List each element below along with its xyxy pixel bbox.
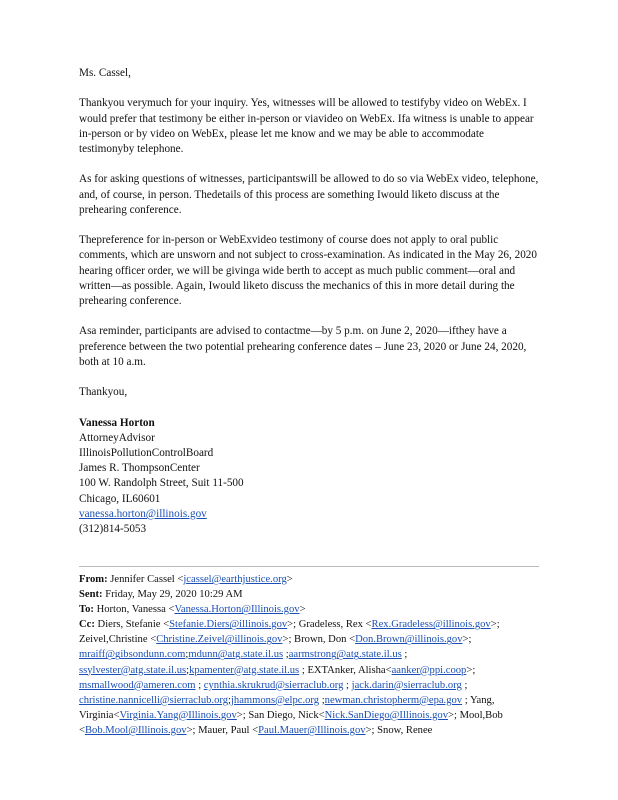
to-line [79, 602, 539, 617]
cc-email-link[interactable]: Paul.Mauer@Illinois.gov [258, 724, 366, 736]
closing: Thankyou, [79, 386, 128, 399]
cc-separator: >; [287, 619, 299, 631]
cc-separator: ; [195, 679, 204, 691]
sent-line [79, 587, 539, 602]
signature-org: IllinoisPollutionControlBoard [79, 446, 214, 459]
cc-recipient-name: EXTAnker, Alisha< [307, 664, 392, 676]
cc-separator: ; [185, 649, 189, 661]
cc-separator: ; [283, 649, 289, 661]
from-close: > [286, 574, 293, 585]
cc-email-link[interactable]: Christine.Zeivel@illinois.gov [156, 634, 283, 646]
email-header [79, 572, 539, 738]
from-label: From: [79, 574, 108, 585]
cc-email-link[interactable]: Stefanie.Diers@illinois.gov [169, 619, 288, 631]
cc-separator: >; [462, 634, 472, 646]
signature-title: AttorneyAdvisor [79, 431, 155, 444]
cc-separator: >; [186, 724, 199, 736]
signature-name: Vanessa Horton [79, 416, 155, 429]
signature-email-link[interactable]: vanessa.horton@illinois.gov [79, 507, 207, 520]
paragraph-2: As for asking questions of witnesses, participantswill be allowed to do so via WebEx video, telephone, and, of course, in person. Thedetails of this process are something Iwould liketo discuss at the prehearing conference. [79, 173, 539, 216]
cc-separator: >; [236, 709, 249, 721]
from-name: Jennifer Cassel < [110, 574, 184, 585]
cc-separator: ; [299, 664, 308, 676]
cc-email-link[interactable]: aanker@ppi.coop [391, 664, 467, 676]
cc-recipient-name: Yang, Virginia< [79, 694, 495, 721]
cc-email-link[interactable]: ssylvester@atg.state.il.us [79, 664, 187, 676]
cc-email-link[interactable]: Nick.SanDiego@Illinois.gov [324, 709, 448, 721]
to-label: To: [79, 604, 94, 616]
to-email-link[interactable]: Vanessa.Horton@Illinois.gov [174, 604, 300, 616]
to-name: Horton, Vanessa < [96, 604, 175, 616]
signature-street: 100 W. Randolph Street, Suit 11-500 [79, 477, 244, 490]
cc-email-link[interactable]: aarmstrong@atg.state.il.us [288, 649, 402, 661]
cc-email-link[interactable]: newman.christopherm@epa.gov [324, 694, 463, 706]
cc-recipient-name: Gradeless, Rex < [298, 619, 372, 631]
paragraph-3: Thepreference for in-person or WebExvideo testimony of course does not apply to oral public comments, which are unsworn and not subject to cross-examination. As indicated in the May 26, 2020 hearing officer order, we will be givinga wide berth to accept as much public comment—oral and written—as possible. Again, Iwould liketo discuss the mechanics of this in more detail during the prehearing conference. [79, 234, 537, 307]
cc-email-link[interactable]: Don.Brown@illinois.gov [355, 634, 463, 646]
signature-city: Chicago, IL60601 [79, 492, 161, 505]
signature-block [79, 416, 539, 538]
cc-separator: >; [448, 709, 460, 721]
cc-email-link[interactable]: msmallwood@ameren.com [79, 679, 196, 691]
cc-email-link[interactable]: jack.darin@sierraclub.org [351, 679, 462, 691]
cc-email-link[interactable]: christine.nannicelli@sierraclub.org [79, 694, 228, 706]
cc-separator: ; [343, 679, 352, 691]
from-line [79, 572, 539, 587]
letter-body [79, 66, 539, 537]
cc-line [79, 617, 539, 738]
cc-email-link[interactable]: Rex.Gradeless@illinois.gov [371, 619, 491, 631]
cc-recipient-name: Zeivel,Christine < [79, 634, 157, 646]
cc-separator: ; [401, 649, 408, 661]
from-email-link[interactable]: jcassel@earthjustice.org [183, 574, 287, 585]
signature-building: James R. ThompsonCenter [79, 462, 200, 475]
cc-recipient-name: San Diego, Nick< [248, 709, 325, 721]
cc-recipient-name: Mool,Bob < [79, 709, 503, 736]
cc-email-link[interactable]: Bob.Mool@Illinois.gov [84, 724, 187, 736]
cc-email-link[interactable]: kpamenter@atg.state.il.us [189, 664, 300, 676]
salutation: Ms. Cassel, [79, 67, 131, 79]
cc-email-link[interactable]: jhammons@elpc.org [230, 694, 320, 706]
cc-separator: ; [461, 679, 468, 691]
sent-value: Friday, May 29, 2020 10:29 AM [105, 589, 243, 601]
cc-separator: ; [319, 694, 325, 706]
cc-label: Cc: [79, 619, 95, 631]
cc-separator: ; [462, 694, 470, 706]
cc-separator: ; [186, 664, 190, 676]
paragraph-1: Thankyou verymuch for your inquiry. Yes, witnesses will be allowed to testifyby video on WebEx. I would prefer that testimony be either in-person or viavideo on WebEx. Ifa witness is unable to appear in-person or by video on WebEx, please let me know and we may be able to accommodate testimonyby telephone. [79, 97, 534, 155]
cc-email-link[interactable]: Virginia.Yang@Illinois.gov [119, 709, 237, 721]
to-close: > [299, 604, 306, 616]
cc-separator: >; [365, 724, 378, 736]
cc-recipient-name: Mauer, Paul < [198, 724, 259, 736]
cc-email-link[interactable]: cynthia.skrukrud@sierraclub.org [203, 679, 344, 691]
sent-label: Sent: [79, 589, 103, 601]
cc-recipient-name: Brown, Don < [294, 634, 356, 646]
signature-phone: (312)814-5053 [79, 523, 147, 535]
cc-email-link[interactable]: mraiff@gibsondunn.com [79, 649, 186, 661]
cc-recipient-name: Snow, Renee [377, 724, 433, 736]
cc-separator: >; [490, 619, 500, 631]
cc-email-link[interactable]: mdunn@atg.state.il.us [188, 649, 284, 661]
paragraph-4: Asa reminder, participants are advised to contactme—by 5 p.m. on June 2, 2020—ifthey have a preference between the two potential prehearing conference dates – June 23, 2020 or June 24, 2020, both at 10 a.m. [79, 325, 527, 368]
divider [79, 566, 539, 567]
cc-recipient-name: Diers, Stefanie < [94, 619, 170, 631]
cc-separator: >; [282, 634, 295, 646]
cc-separator: >; [466, 664, 476, 676]
cc-separator: ; [228, 694, 231, 706]
